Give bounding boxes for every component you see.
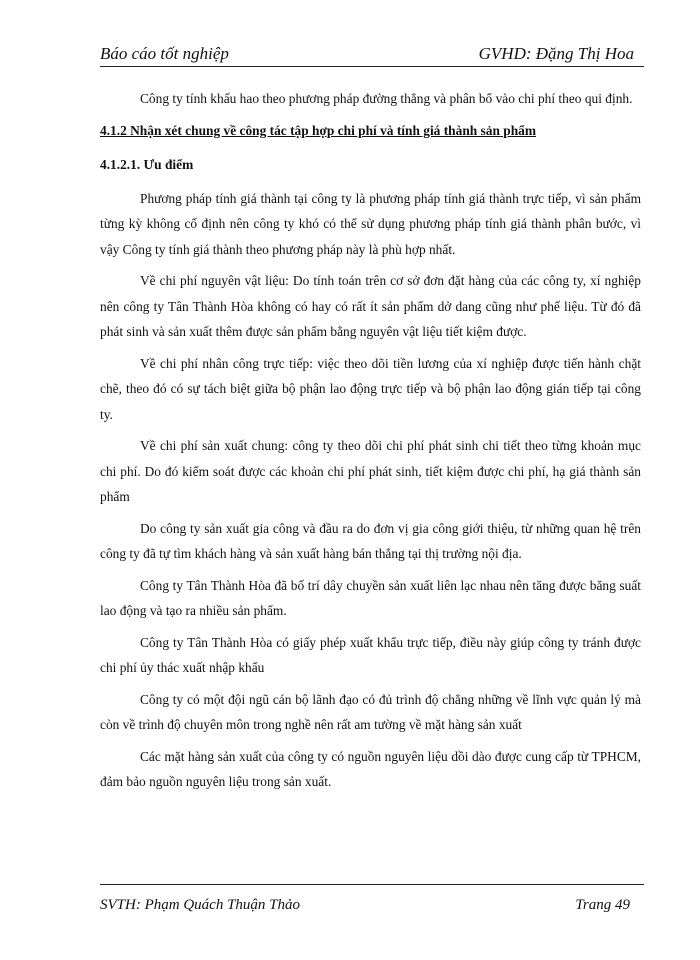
page-number: Trang 49	[575, 897, 630, 913]
footer-student-name: SVTH: Phạm Quách Thuận Thảo	[100, 897, 301, 913]
section-heading: 4.1.2 Nhận xét chung về công tác tập hợp chi phí và tính giá thành sản phẩm	[100, 122, 537, 138]
header-supervisor: GVHD: Đặng Thị Hoa	[478, 44, 634, 63]
paragraph: Công ty Tân Thành Hòa có giấy phép xuất khẩu trực tiếp, điều này giúp công ty tránh được chi phí ủy thác xuất nhập khẩu	[100, 634, 641, 675]
page-header	[100, 44, 644, 67]
intro-paragraph: Công ty tính khấu hao theo phương pháp đường thẳng và phân bổ vào chi phí theo qui định.	[140, 91, 633, 106]
paragraph: Về chi phí sản xuất chung: công ty theo dõi chi phí phát sinh chi tiết theo từng khoản mục chi phí. Do đó kiểm soát được các khoản chi phí phát sinh, tiết kiệm được chi phí, hạ giá thành sản phẩm	[100, 438, 641, 504]
paragraph: Các mặt hàng sản xuất của công ty có nguồn nguyên liệu dồi dào được cung cấp từ TPHCM, đảm bảo nguồn nguyên liệu trong sản xuất.	[100, 748, 641, 789]
paragraph: Công ty Tân Thành Hòa đã bố trí dây chuyền sản xuất liên lạc nhau nên tăng được băng suất lao động và tạo ra nhiều sản phẩm.	[100, 577, 641, 618]
header-report-title: Báo cáo tốt nghiệp	[100, 44, 229, 63]
paragraph: Phương pháp tính giá thành tại công ty là phương pháp tính giá thành trực tiếp, vì sản phẩm từng kỳ không cố định nên công ty khó có thể sử dụng phương pháp tính giá thành phân bước, vì vậy Công ty tính giá thành theo phương pháp này là phù hợp nhất.	[100, 190, 641, 257]
subsection-heading: 4.1.2.1. Ưu điểm	[100, 157, 194, 172]
document-body	[100, 86, 641, 801]
paragraph: Công ty có một đội ngũ cán bộ lãnh đạo có đủ trình độ chẳng những về lĩnh vực quản lý mà còn về trình độ chuyên môn trong nghề nên rất am tường về mặt hàng sản xuất	[100, 691, 641, 732]
paragraph: Về chi phí nguyên vật liệu: Do tính toán trên cơ sở đơn đặt hàng của các công ty, xí nghiệp nên công ty Tân Thành Hòa không có hay có rất ít sản phẩm dở dang cũng như phế liệu. Từ đó đã phát sinh và sản xuất thêm được sản phẩm bằng nguyên vật liệu tiết kiệm được.	[100, 273, 641, 339]
paragraph: Về chi phí nhân công trực tiếp: việc theo dõi tiền lương của xí nghiệp được tiến hành chặt chẽ, theo đó có sự tách biệt giữa bộ phận lao động trực tiếp và bộ phận lao động gián tiếp tại công ty.	[100, 355, 641, 422]
page-footer	[100, 884, 644, 913]
paragraph: Do công ty sản xuất gia công và đầu ra do đơn vị gia công giới thiệu, từ những quan hệ trên công ty đã tự tìm khách hàng và sản xuất hàng bán thẳng tại thị trường nội địa.	[100, 520, 641, 561]
